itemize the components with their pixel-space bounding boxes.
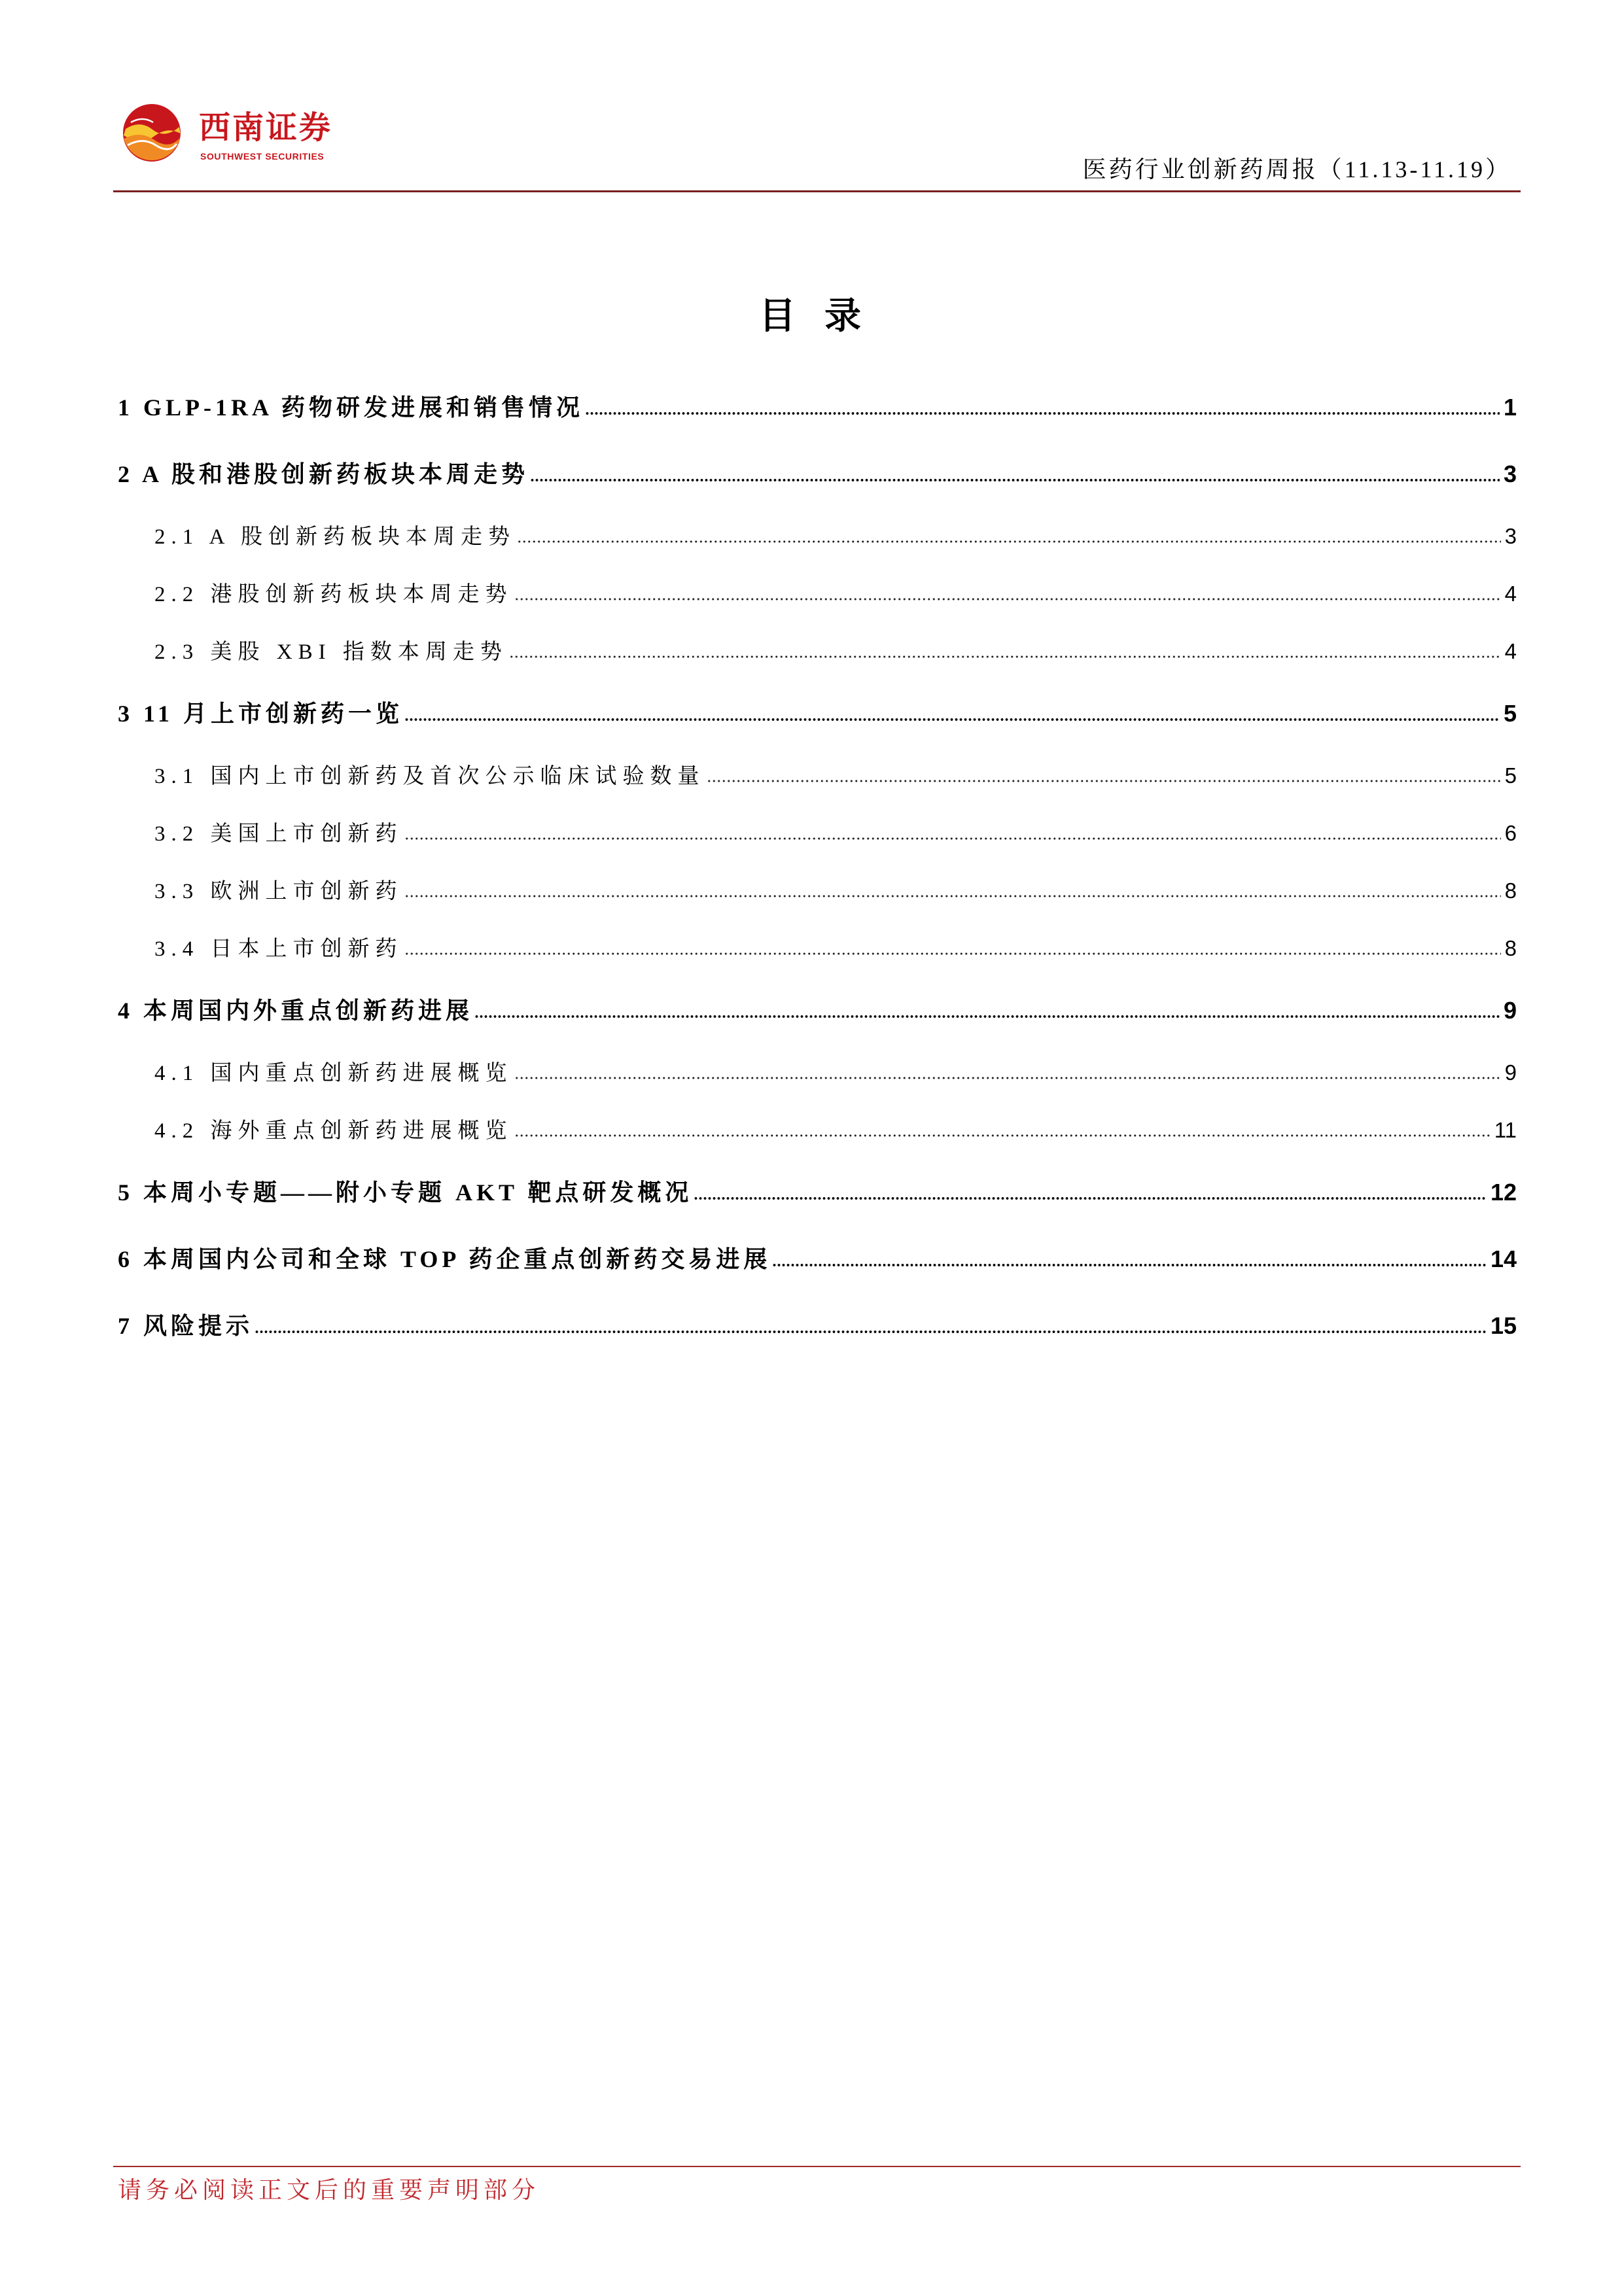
toc-entry-title: 4 本周国内外重点创新药进展 [118,998,474,1024]
toc-subsection-entry[interactable] [118,1044,1517,1102]
toc-dot-leader [514,597,1501,601]
toc-dot-leader [404,952,1501,956]
toc-entry-line [154,819,1517,848]
toc-page-number: 15 [1490,1312,1517,1339]
toc-page-number: 3 [1504,523,1517,548]
toc-page-number: 9 [1504,1060,1517,1085]
toc-page-number: 4 [1504,581,1517,606]
toc-dot-leader [514,1134,1491,1138]
toc-entry-line [154,1116,1517,1145]
toc-entry-line [154,522,1517,551]
toc-entry-title: 2.2 港股创新药板块本周走势 [154,582,513,606]
toc-subsection-entry[interactable] [118,805,1517,862]
toc-entry-title: 4.1 国内重点创新药进展概览 [154,1061,513,1085]
toc-page-number: 5 [1503,700,1517,727]
toc-dot-leader [509,655,1501,659]
toc-subsection-entry[interactable] [118,1102,1517,1159]
toc-entry-title: 2.3 美股 XBI 指数本周走势 [154,640,508,664]
toc-entry-title: 3.2 美国上市创新药 [154,822,403,846]
toc-subsection-entry[interactable] [118,508,1517,565]
toc-page-number: 9 [1503,997,1517,1024]
toc-page-number: 1 [1503,394,1517,421]
toc-entry-title: 2.1 A 股创新药板块本周走势 [154,525,516,549]
toc-section-entry[interactable] [118,374,1517,441]
toc-entry-title: 5 本周小专题——附小专题 AKT 靶点研发概况 [118,1179,693,1206]
toc-dot-leader [707,779,1501,783]
toc-subsection-entry[interactable] [118,565,1517,623]
logo-name-english: SOUTHWEST SECURITIES [200,151,325,162]
toc-page-number: 12 [1490,1179,1517,1206]
toc-heading: 目 录 [759,296,865,337]
toc-entry-line [154,877,1517,906]
toc-dot-leader [772,1263,1487,1267]
toc-section-entry[interactable] [118,680,1517,747]
toc-entry-line [154,580,1517,609]
toc-page-number: 5 [1504,763,1517,788]
toc-section-entry[interactable] [118,1226,1517,1293]
toc-entry-line [118,460,1517,489]
toc-entry-title: 3.3 欧洲上市创新药 [154,879,403,903]
toc-entry-line [118,1312,1517,1340]
toc-subsection-entry[interactable] [118,920,1517,977]
report-title: 医药行业创新药周报（11.13-11.19） [1082,156,1511,183]
toc-entry-title: 1 GLP-1RA 药物研发进展和销售情况 [118,394,584,421]
toc-page-number: 14 [1490,1245,1517,1272]
toc-dot-leader [474,1015,1500,1018]
toc-section-entry[interactable] [118,1159,1517,1226]
footer-disclaimer: 请务必阅读正文后的重要声明部分 [118,2177,540,2203]
toc-entry-title: 7 风险提示 [118,1313,254,1339]
logo-name-chinese: 西南证券 [199,109,333,146]
toc-dot-leader [517,540,1501,544]
toc-dot-leader [514,1076,1501,1080]
toc-page-number: 6 [1504,820,1517,845]
toc-entry-line [118,393,1517,422]
toc-entry-title: 4.2 海外重点创新药进展概览 [154,1119,513,1143]
toc-page-number: 4 [1504,638,1517,663]
toc-section-entry[interactable] [118,1293,1517,1359]
toc-entry-title: 3 11 月上市创新药一览 [118,701,404,727]
toc-dot-leader [255,1330,1487,1334]
toc-page-number: 8 [1504,935,1517,960]
toc-entry-line [154,934,1517,964]
toc-entry-line [118,699,1517,728]
toc-page-number: 11 [1494,1117,1517,1142]
toc-entry-title: 2 A 股和港股创新药板块本周走势 [118,461,529,487]
toc-entry-line [154,1058,1517,1088]
toc-entry-title: 6 本周国内公司和全球 TOP 药企重点创新药交易进展 [118,1246,771,1272]
toc-section-entry[interactable] [118,441,1517,508]
header-divider [113,190,1521,192]
toc-entry-line [118,996,1517,1025]
toc-entry-line [118,1245,1517,1274]
toc-dot-leader [585,411,1500,415]
toc-dot-leader [694,1196,1487,1200]
toc-subsection-entry[interactable] [118,623,1517,680]
company-logo [122,103,344,165]
toc-page-number: 8 [1504,878,1517,903]
brand-emblem-icon [122,103,182,163]
toc-entry-line [118,1178,1517,1207]
toc-entry-title: 3.1 国内上市创新药及首次公示临床试验数量 [154,764,705,788]
footer-divider [113,2166,1521,2167]
toc-dot-leader [404,894,1501,898]
toc-entry-title: 3.4 日本上市创新药 [154,937,403,961]
toc-entry-line [154,637,1517,667]
toc-subsection-entry[interactable] [118,862,1517,920]
toc-dot-leader [404,718,1500,722]
table-of-contents [118,374,1517,1359]
toc-entry-line [154,761,1517,791]
toc-subsection-entry[interactable] [118,747,1517,805]
toc-dot-leader [404,837,1501,841]
toc-dot-leader [530,478,1500,482]
toc-section-entry[interactable] [118,977,1517,1044]
toc-page-number: 3 [1503,461,1517,487]
